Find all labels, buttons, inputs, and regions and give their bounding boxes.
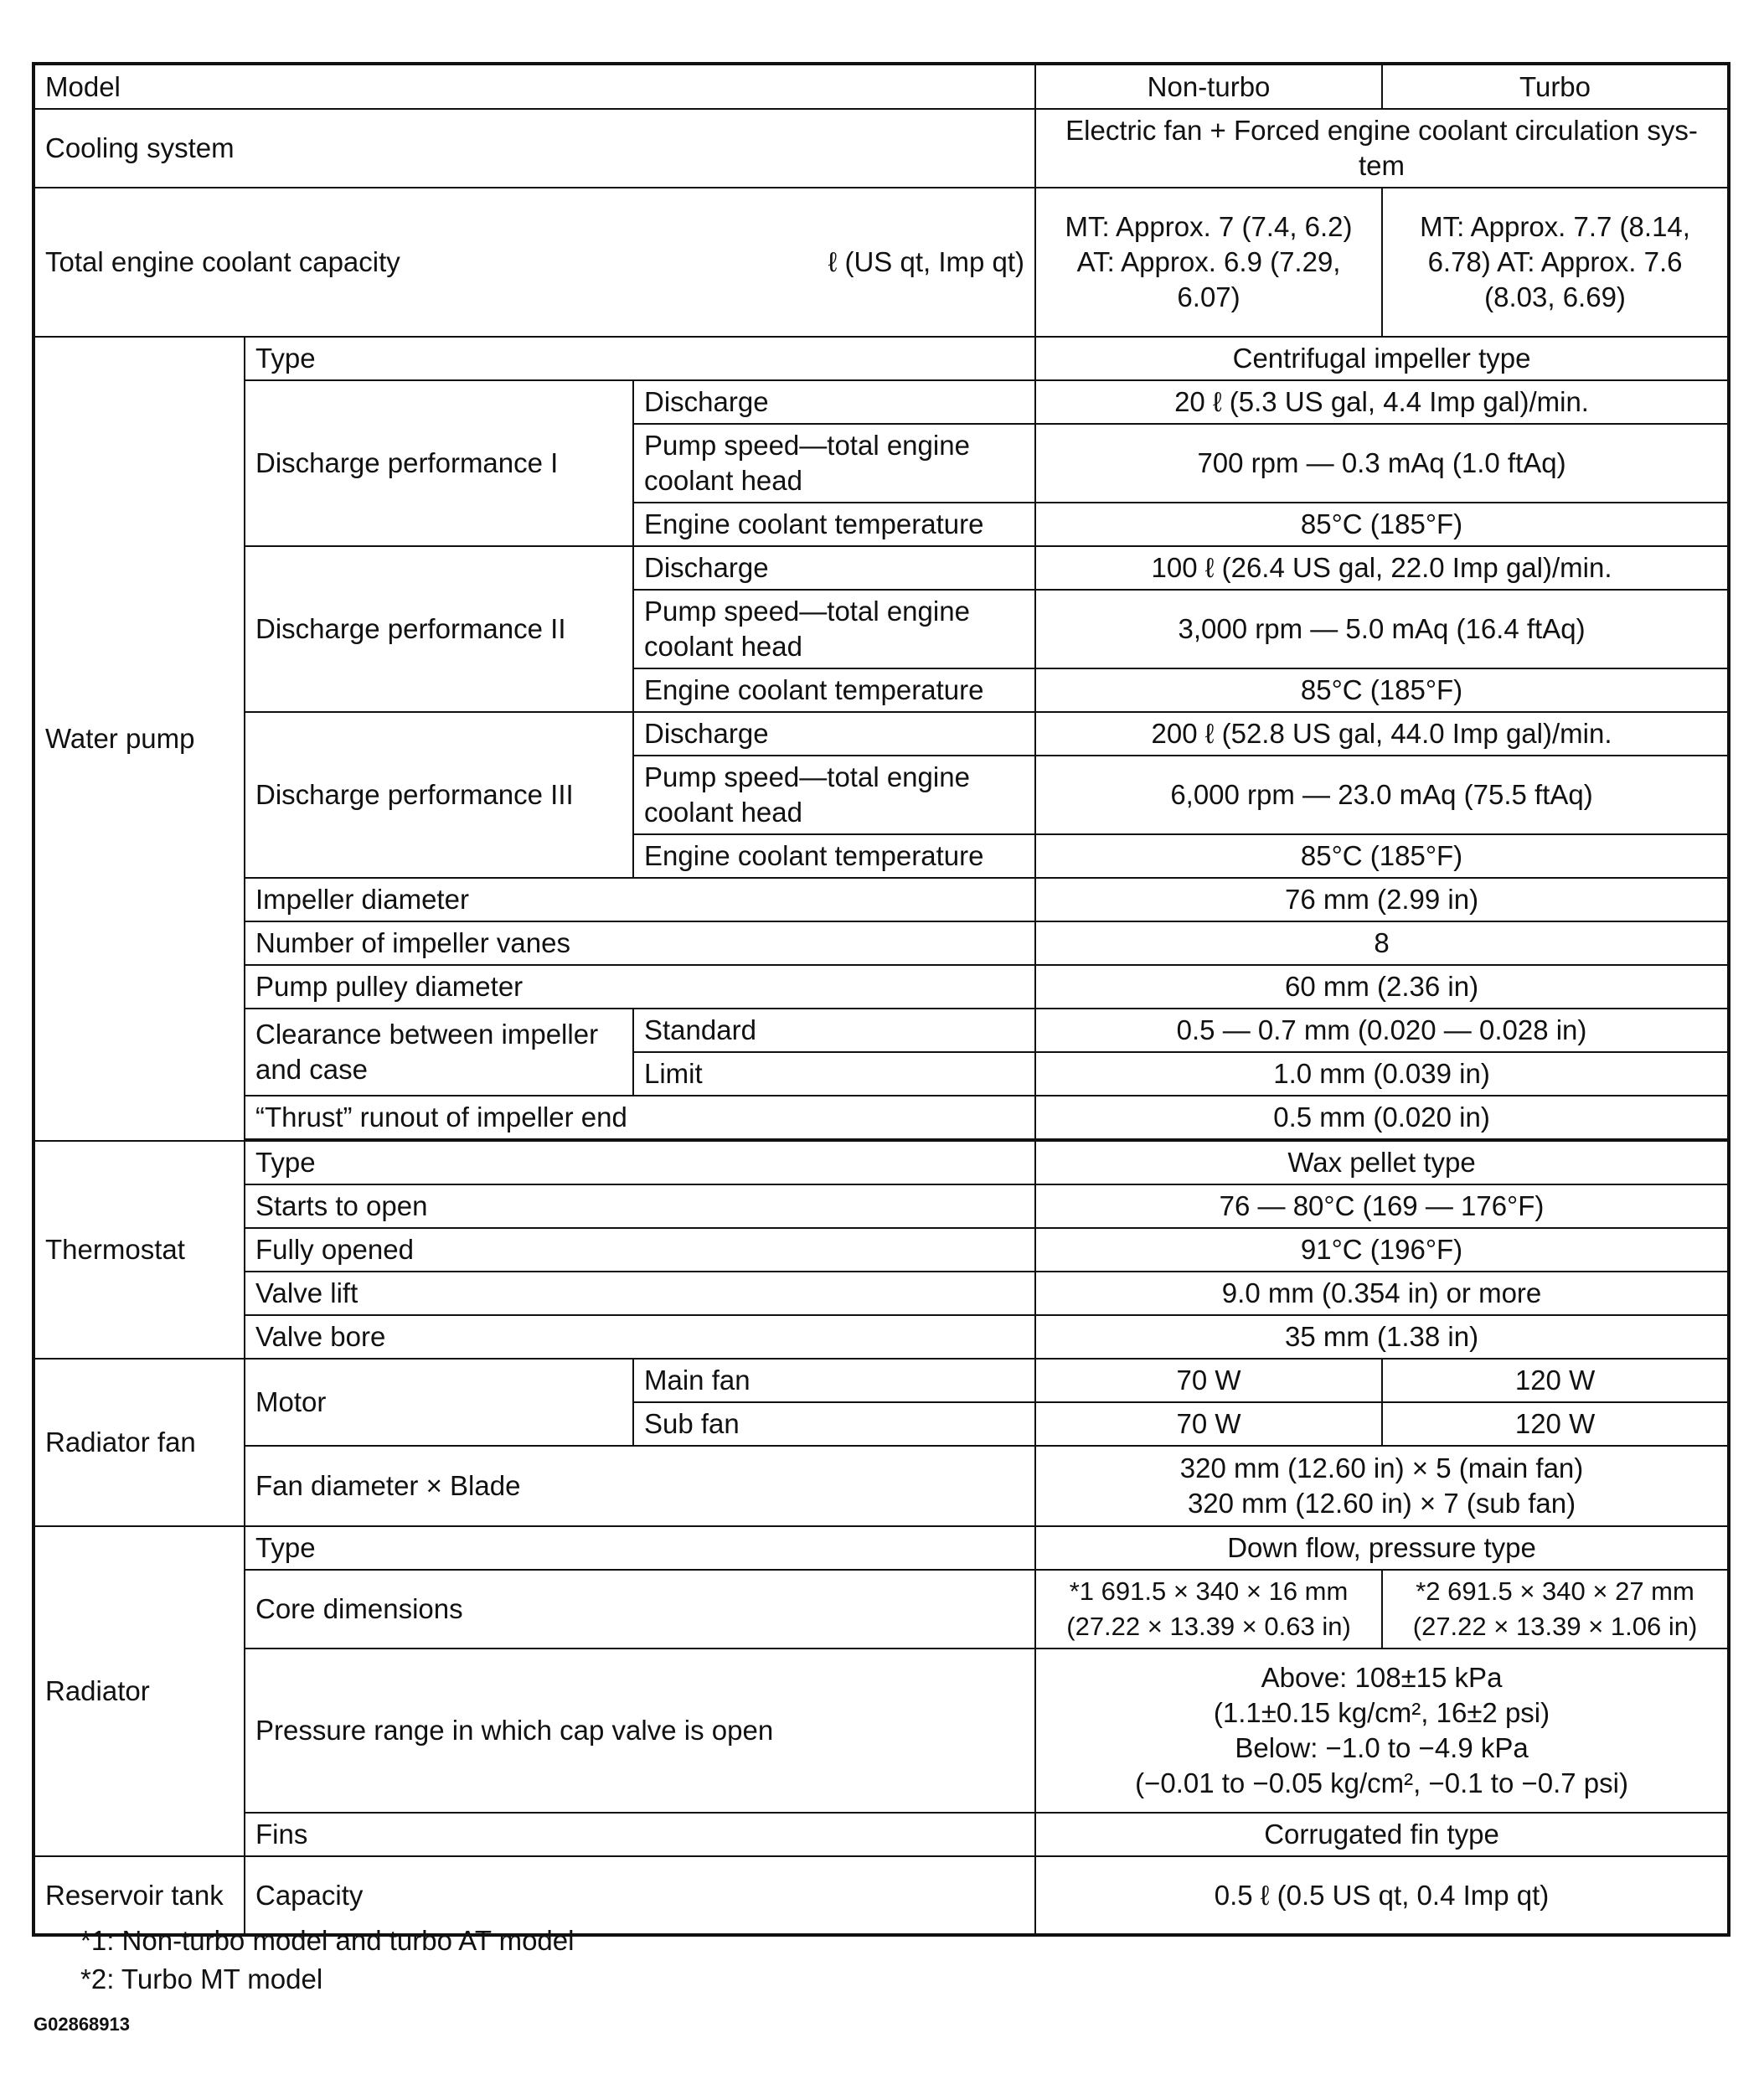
sub-fan-label: Sub fan: [633, 1402, 1035, 1446]
cooling-system-value: Electric fan + Forced engine coolant circulation sys-tem: [1035, 109, 1729, 188]
water-pump-label: Water pump: [34, 337, 245, 1141]
core-non-turbo: *1 691.5 × 340 × 16 mm (27.22 × 13.39 × 0.63 in): [1035, 1570, 1382, 1649]
pressure-line-3: Below: −1.0 to −4.9 kPa: [1235, 1732, 1529, 1763]
cooling-system-label: Cooling system: [34, 109, 1035, 188]
impeller-diameter-value: 76 mm (2.99 in): [1035, 878, 1729, 921]
thermo-fully-value: 91°C (196°F): [1035, 1228, 1729, 1272]
perf2-temp-label: Engine coolant temperature: [633, 668, 1035, 712]
thermo-fully-label: Fully opened: [245, 1228, 1035, 1272]
blade-line-2: 320 mm (12.60 in) × 7 (sub fan): [1187, 1488, 1576, 1519]
main-fan-non-turbo: 70 W: [1035, 1359, 1382, 1402]
figure-id: G02868913: [34, 2014, 130, 2035]
thermo-type-label: Type: [245, 1141, 1035, 1184]
sub-fan-turbo: 120 W: [1382, 1402, 1729, 1446]
perf1-speed-label: Pump speed—total engine coolant head: [633, 424, 1035, 503]
rad-type-value: Down flow, pressure type: [1035, 1526, 1729, 1570]
capacity-label: Total engine coolant capacity: [45, 246, 400, 277]
fins-value: Corrugated fin type: [1035, 1813, 1729, 1856]
perf3-label: Discharge performance III: [245, 712, 633, 878]
wp-type-value: Centrifugal impeller type: [1035, 337, 1729, 380]
perf2-speed-value: 3,000 rpm — 5.0 mAq (16.4 ftAq): [1035, 590, 1729, 668]
perf1-temp-label: Engine coolant temperature: [633, 503, 1035, 546]
capacity-non-turbo: MT: Approx. 7 (7.4, 6.2) AT: Approx. 6.9 (7.29, 6.07): [1035, 188, 1382, 337]
vanes-value: 8: [1035, 921, 1729, 965]
perf2-discharge-value: 100 ℓ (26.4 US gal, 22.0 Imp gal)/min.: [1035, 546, 1729, 590]
main-fan-turbo: 120 W: [1382, 1359, 1729, 1402]
fins-label: Fins: [245, 1813, 1035, 1856]
perf2-speed-label: Pump speed—total engine coolant head: [633, 590, 1035, 668]
footnote-2: *2: Turbo MT model: [80, 1963, 323, 1994]
radiator-label: Radiator: [34, 1526, 245, 1856]
perf2-discharge-label: Discharge: [633, 546, 1035, 590]
radiator-fan-label: Radiator fan: [34, 1359, 245, 1526]
perf1-discharge-label: Discharge: [633, 380, 1035, 424]
pressure-line-2: (1.1±0.15 kg/cm², 16±2 psi): [1213, 1697, 1550, 1728]
coolant-spec-table: [32, 62, 1730, 1937]
sub-fan-non-turbo: 70 W: [1035, 1402, 1382, 1446]
pressure-value: [1035, 1649, 1729, 1813]
pulley-value: 60 mm (2.36 in): [1035, 965, 1729, 1009]
perf3-speed-value: 6,000 rpm — 23.0 mAq (75.5 ftAq): [1035, 756, 1729, 834]
perf1-temp-value: 85°C (185°F): [1035, 503, 1729, 546]
blade-value: [1035, 1446, 1729, 1526]
clearance-label: Clearance between impeller and case: [245, 1009, 633, 1096]
motor-label: Motor: [245, 1359, 633, 1446]
impeller-diameter-label: Impeller diameter: [245, 878, 1035, 921]
thermo-lift-value: 9.0 mm (0.354 in) or more: [1035, 1272, 1729, 1315]
footnote-1: *1: Non-turbo model and turbo AT model: [80, 1925, 575, 1956]
perf1-label: Discharge performance I: [245, 380, 633, 546]
perf2-label: Discharge performance II: [245, 546, 633, 712]
clearance-standard-label: Standard: [633, 1009, 1035, 1052]
rad-type-label: Type: [245, 1526, 1035, 1570]
thermo-bore-value: 35 mm (1.38 in): [1035, 1315, 1729, 1359]
main-fan-label: Main fan: [633, 1359, 1035, 1402]
core-turbo: *2 691.5 × 340 × 27 mm (27.22 × 13.39 × 1.06 in): [1382, 1570, 1729, 1649]
thermostat-label: Thermostat: [34, 1141, 245, 1359]
runout-value: 0.5 mm (0.020 in): [1035, 1096, 1729, 1139]
runout-label: “Thrust” runout of impeller end: [245, 1096, 1035, 1139]
blade-label: Fan diameter × Blade: [245, 1446, 1035, 1526]
thermo-type-value: Wax pellet type: [1035, 1141, 1729, 1184]
perf2-temp-value: 85°C (185°F): [1035, 668, 1729, 712]
thermo-bore-label: Valve bore: [245, 1315, 1035, 1359]
capacity-unit: ℓ (US qt, Imp qt): [828, 246, 1025, 277]
thermo-lift-label: Valve lift: [245, 1272, 1035, 1315]
pressure-label: Pressure range in which cap valve is open: [245, 1649, 1035, 1813]
footnotes: [80, 1922, 574, 1999]
header-model: Model: [34, 64, 1035, 109]
header-turbo: Turbo: [1382, 64, 1729, 109]
blade-line-1: 320 mm (12.60 in) × 5 (main fan): [1179, 1452, 1584, 1483]
vanes-label: Number of impeller vanes: [245, 921, 1035, 965]
perf1-discharge-value: 20 ℓ (5.3 US gal, 4.4 Imp gal)/min.: [1035, 380, 1729, 424]
reservoir-capacity-label: Capacity: [245, 1856, 1035, 1935]
core-label: Core dimensions: [245, 1570, 1035, 1649]
perf3-discharge-value: 200 ℓ (52.8 US gal, 44.0 Imp gal)/min.: [1035, 712, 1729, 756]
pressure-line-4: (−0.01 to −0.05 kg/cm², −0.1 to −0.7 psi): [1135, 1767, 1628, 1798]
pulley-label: Pump pulley diameter: [245, 965, 1035, 1009]
clearance-limit-value: 1.0 mm (0.039 in): [1035, 1052, 1729, 1096]
thermo-starts-label: Starts to open: [245, 1184, 1035, 1228]
perf3-speed-label: Pump speed—total engine coolant head: [633, 756, 1035, 834]
perf3-discharge-label: Discharge: [633, 712, 1035, 756]
perf1-speed-value: 700 rpm — 0.3 mAq (1.0 ftAq): [1035, 424, 1729, 503]
clearance-limit-label: Limit: [633, 1052, 1035, 1096]
capacity-turbo: MT: Approx. 7.7 (8.14, 6.78) AT: Approx. 7.6 (8.03, 6.69): [1382, 188, 1729, 337]
capacity-label-cell: [34, 188, 1035, 337]
clearance-standard-value: 0.5 — 0.7 mm (0.020 — 0.028 in): [1035, 1009, 1729, 1052]
thermo-starts-value: 76 — 80°C (169 — 176°F): [1035, 1184, 1729, 1228]
perf3-temp-label: Engine coolant temperature: [633, 834, 1035, 878]
pressure-line-1: Above: 108±15 kPa: [1261, 1662, 1503, 1693]
reservoir-label: Reservoir tank: [34, 1856, 245, 1935]
header-non-turbo: Non-turbo: [1035, 64, 1382, 109]
wp-type-label: Type: [245, 337, 1035, 380]
perf3-temp-value: 85°C (185°F): [1035, 834, 1729, 878]
reservoir-capacity-value: 0.5 ℓ (0.5 US qt, 0.4 Imp qt): [1035, 1856, 1729, 1935]
